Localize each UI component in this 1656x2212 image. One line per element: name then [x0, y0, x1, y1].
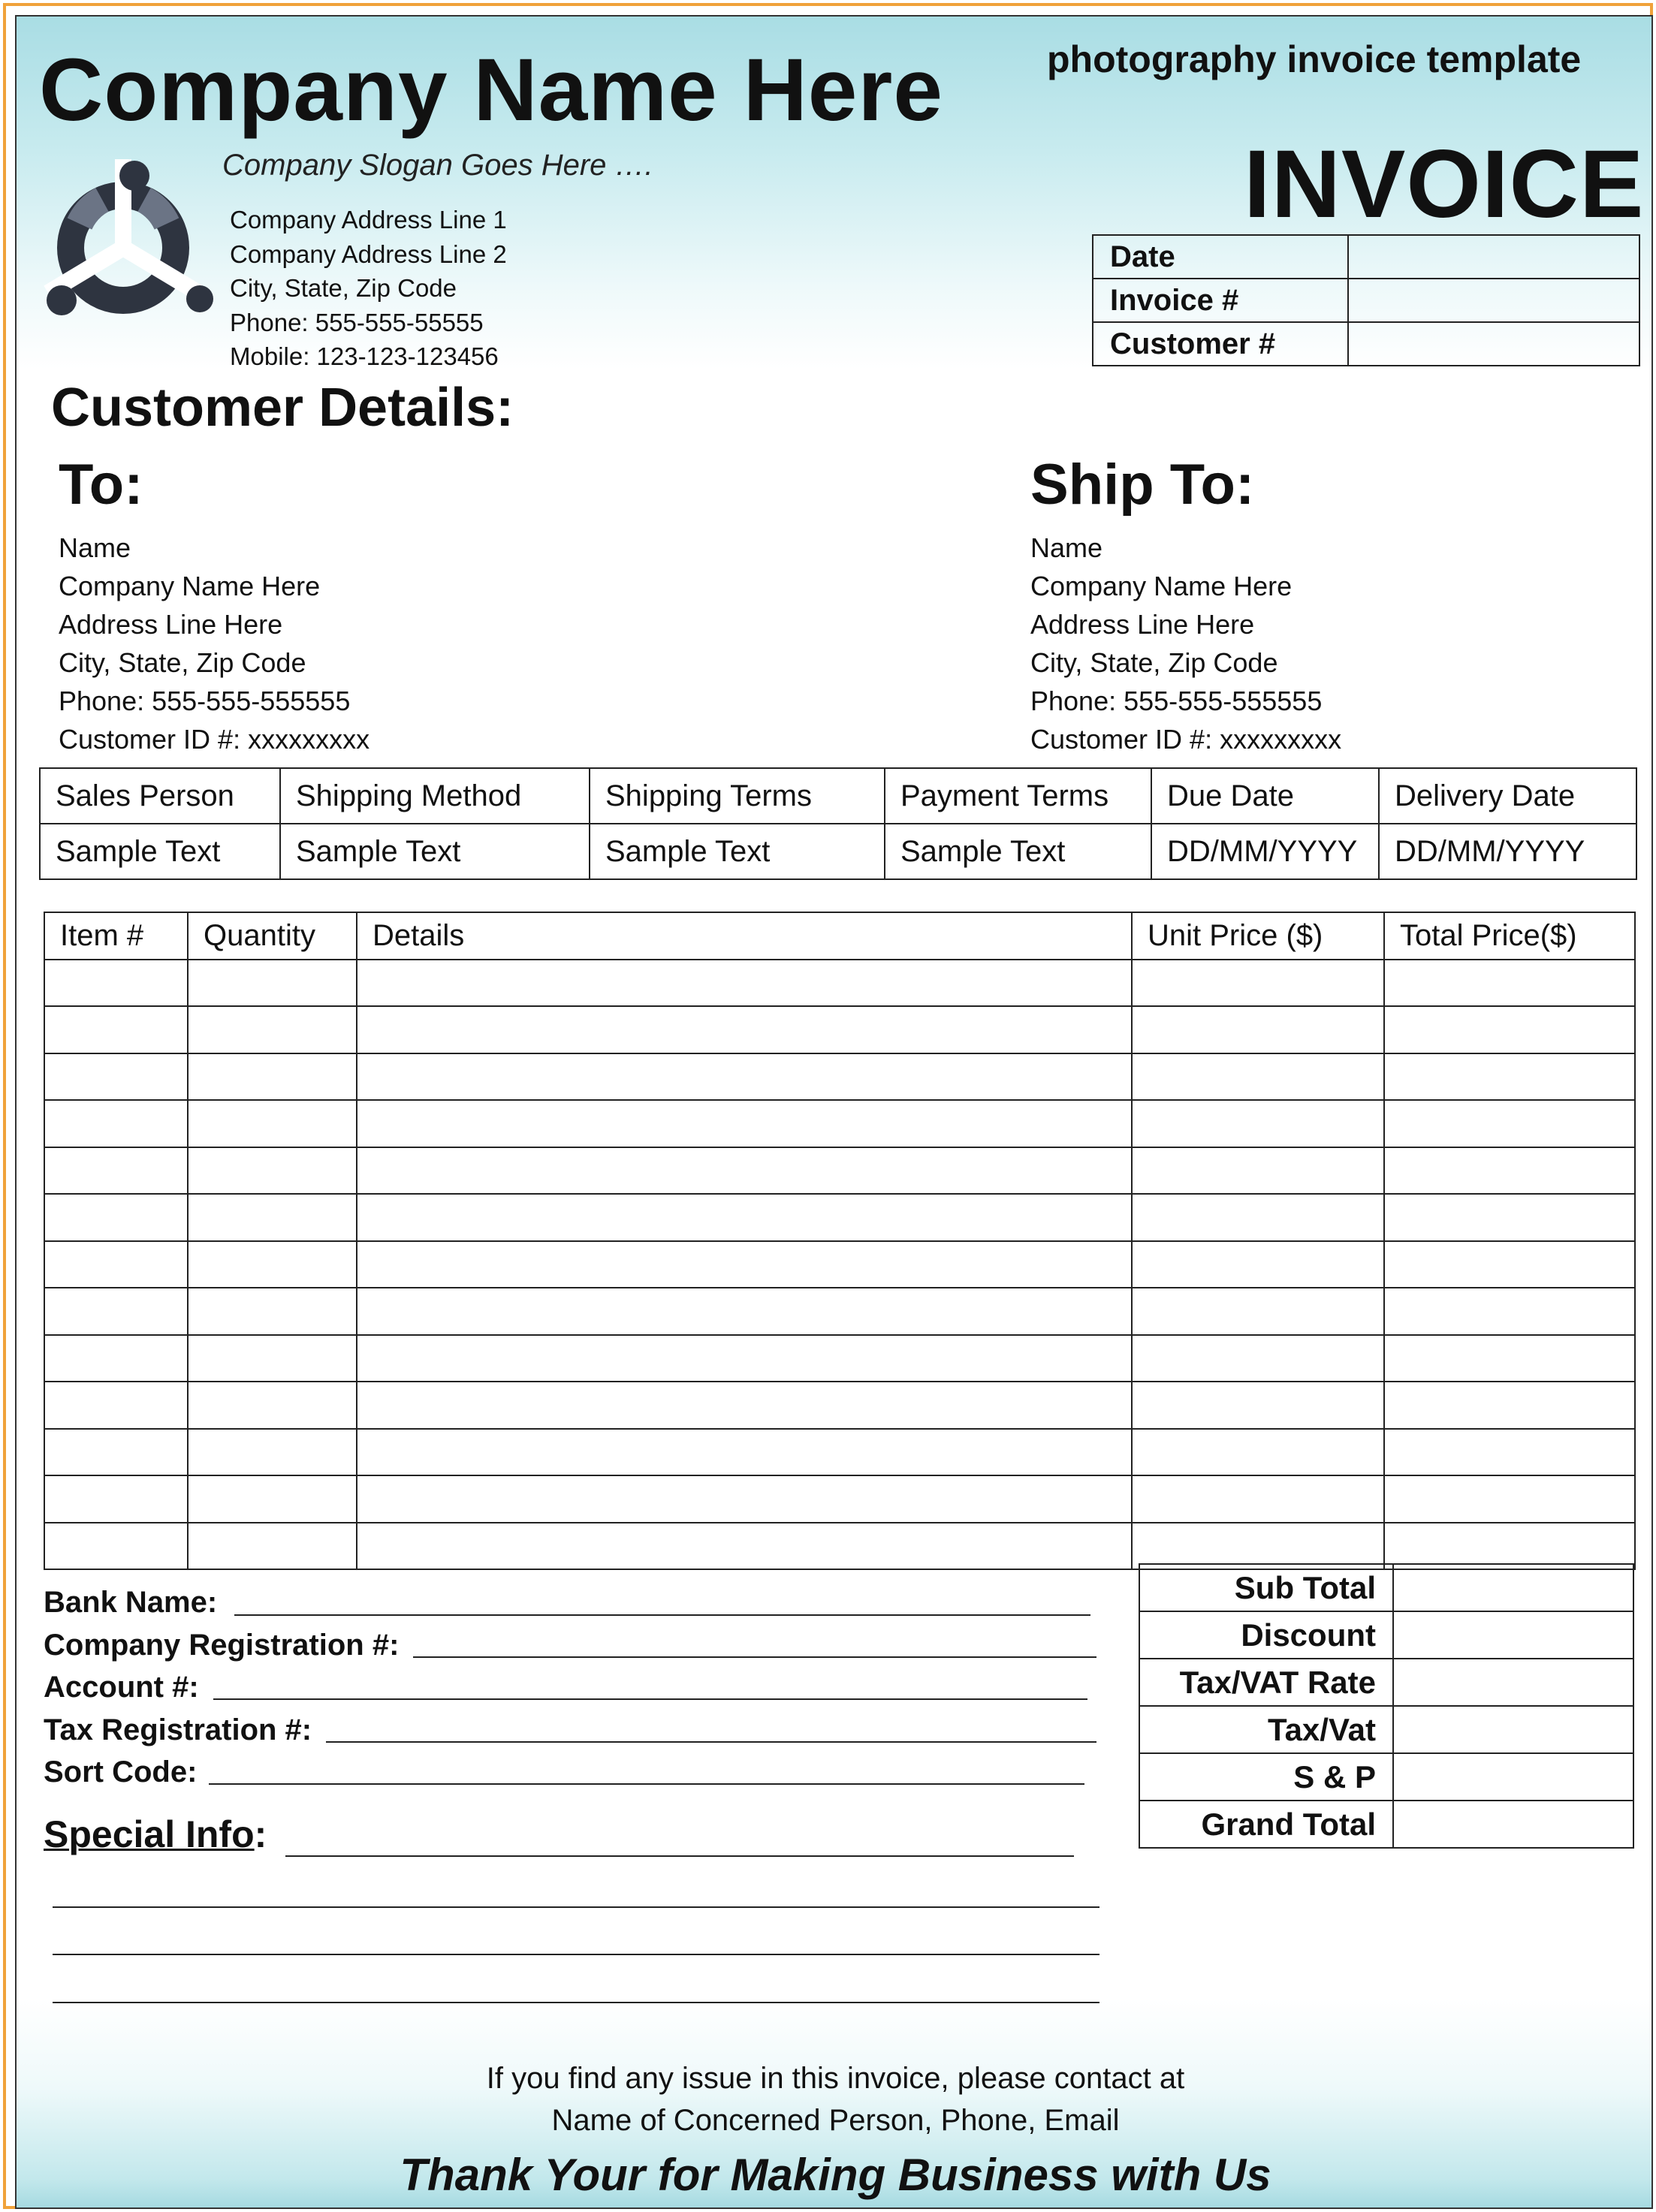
column-header: Due Date — [1151, 768, 1379, 824]
tax-registration-field[interactable] — [326, 1741, 1096, 1743]
invoice-sheet — [15, 15, 1653, 2209]
details-cell[interactable] — [357, 1523, 1132, 1570]
column-header: Delivery Date — [1379, 768, 1636, 824]
total-price-cell[interactable] — [1384, 960, 1635, 1007]
grand-total-label: Grand Total — [1139, 1801, 1393, 1848]
unit-price-cell[interactable] — [1132, 1288, 1384, 1335]
table-row — [1139, 1611, 1633, 1659]
ship-to-details — [1030, 529, 1341, 758]
invoice-heading: INVOICE — [1244, 131, 1645, 238]
tax-vat-label: Tax/Vat — [1139, 1706, 1393, 1753]
details-cell[interactable] — [357, 1241, 1132, 1288]
bill-to-line: Customer ID #: xxxxxxxxx — [59, 724, 370, 755]
bank-name-field[interactable] — [234, 1614, 1090, 1616]
total-price-cell[interactable] — [1384, 1006, 1635, 1053]
total-price-cell[interactable] — [1384, 1147, 1635, 1195]
thank-you-message: Thank Your for Making Business with Us — [400, 2150, 1271, 2200]
company-slogan: Company Slogan Goes Here …. — [222, 149, 653, 182]
sub-total-value[interactable] — [1393, 1564, 1633, 1611]
table-row — [1139, 1564, 1633, 1611]
special-info-colon: : — [254, 1813, 267, 1855]
special-info-line[interactable] — [53, 1906, 1099, 1908]
ship-to-line: City, State, Zip Code — [1030, 647, 1278, 678]
account-number-label: Account #: — [44, 1671, 199, 1704]
template-title: photography invoice template — [1047, 38, 1582, 80]
meta-label-invoice-number: Invoice # — [1093, 279, 1348, 322]
table-row — [1093, 322, 1639, 366]
details-cell[interactable] — [357, 1335, 1132, 1382]
quantity-cell[interactable] — [188, 960, 357, 1007]
page-frame — [3, 3, 1653, 2209]
address-line: City, State, Zip Code — [230, 274, 457, 302]
invoice-meta-table — [1092, 234, 1640, 366]
column-header: Shipping Method — [280, 768, 590, 824]
table-row — [44, 1147, 1635, 1195]
details-cell[interactable] — [357, 1194, 1132, 1241]
table-row — [1139, 1706, 1633, 1753]
column-header: Sales Person — [40, 768, 280, 824]
unit-price-cell[interactable] — [1132, 1335, 1384, 1382]
tax-vat-rate-value[interactable] — [1393, 1659, 1633, 1706]
total-price-cell[interactable] — [1384, 1100, 1635, 1147]
company-name: Company Name Here — [39, 41, 943, 140]
table-row — [44, 1429, 1635, 1476]
sort-code-label: Sort Code: — [44, 1755, 198, 1789]
sort-code-field[interactable] — [209, 1783, 1084, 1785]
item-number-cell[interactable] — [44, 1100, 188, 1147]
tax-registration-label: Tax Registration #: — [44, 1713, 312, 1746]
totals-table — [1139, 1563, 1634, 1849]
unit-price-cell[interactable] — [1132, 1523, 1384, 1570]
table-row — [44, 960, 1635, 1007]
total-price-cell[interactable] — [1384, 1429, 1635, 1476]
special-info-label — [44, 1813, 267, 1856]
total-price-cell[interactable] — [1384, 1382, 1635, 1429]
bill-to-line: Address Line Here — [59, 609, 283, 640]
tax-vat-rate-label: Tax/VAT Rate — [1139, 1659, 1393, 1706]
quantity-cell[interactable] — [188, 1382, 357, 1429]
footer-contact-person: Name of Concerned Person, Phone, Email — [551, 2104, 1120, 2137]
unit-price-cell[interactable] — [1132, 1100, 1384, 1147]
column-header: Payment Terms — [885, 768, 1151, 824]
meta-label-customer-number: Customer # — [1093, 322, 1348, 366]
unit-price-cell[interactable] — [1132, 1147, 1384, 1195]
table-header-row — [40, 768, 1636, 824]
column-header: Total Price($) — [1384, 912, 1635, 960]
discount-label: Discount — [1139, 1611, 1393, 1659]
bank-name-label: Bank Name: — [44, 1586, 218, 1619]
table-row — [40, 824, 1636, 879]
table-row — [44, 1382, 1635, 1429]
quantity-cell[interactable] — [188, 1194, 357, 1241]
quantity-cell[interactable] — [188, 1006, 357, 1053]
quantity-cell[interactable] — [188, 1335, 357, 1382]
ship-to-line: Address Line Here — [1030, 609, 1255, 640]
unit-price-cell[interactable] — [1132, 1053, 1384, 1101]
bill-to-line: Company Name Here — [59, 571, 321, 601]
ship-to-line: Company Name Here — [1030, 571, 1293, 601]
total-price-cell[interactable] — [1384, 1053, 1635, 1101]
company-registration-field[interactable] — [413, 1656, 1096, 1658]
invoice-number-field[interactable] — [1348, 279, 1639, 322]
special-info-line[interactable] — [53, 2002, 1099, 2003]
special-info-text: Special Info — [44, 1813, 255, 1855]
table-row — [1093, 279, 1639, 322]
unit-price-cell[interactable] — [1132, 1382, 1384, 1429]
customer-number-field[interactable] — [1348, 322, 1639, 366]
total-price-cell[interactable] — [1384, 1475, 1635, 1523]
item-number-cell[interactable] — [44, 1523, 188, 1570]
sub-total-label: Sub Total — [1139, 1564, 1393, 1611]
column-header: Item # — [44, 912, 188, 960]
table-row — [44, 1241, 1635, 1288]
item-number-cell[interactable] — [44, 1053, 188, 1101]
line-items-table — [44, 912, 1636, 1570]
table-header-row — [44, 912, 1635, 960]
total-price-cell[interactable] — [1384, 1241, 1635, 1288]
column-header: Unit Price ($) — [1132, 912, 1384, 960]
shipping-terms-cell[interactable]: Sample Text — [590, 824, 885, 879]
special-info-field[interactable] — [285, 1855, 1074, 1857]
bill-to-line: City, State, Zip Code — [59, 647, 306, 678]
item-number-cell[interactable] — [44, 1288, 188, 1335]
address-line: Company Address Line 2 — [230, 240, 507, 268]
unit-price-cell[interactable] — [1132, 1241, 1384, 1288]
details-cell[interactable] — [357, 1382, 1132, 1429]
table-row — [1139, 1801, 1633, 1848]
unit-price-cell[interactable] — [1132, 1194, 1384, 1241]
table-row — [44, 1475, 1635, 1523]
item-number-cell[interactable] — [44, 1475, 188, 1523]
table-row — [44, 1006, 1635, 1053]
quantity-cell[interactable] — [188, 1241, 357, 1288]
meta-label-date: Date — [1093, 235, 1348, 279]
address-line: Company Address Line 1 — [230, 206, 507, 234]
table-row — [1139, 1659, 1633, 1706]
company-registration-label: Company Registration #: — [44, 1628, 400, 1662]
bill-to-line: Phone: 555-555-555555 — [59, 686, 351, 716]
date-field[interactable] — [1348, 235, 1639, 279]
ship-to-line: Customer ID #: xxxxxxxxx — [1030, 724, 1342, 755]
quantity-cell[interactable] — [188, 1147, 357, 1195]
quantity-cell[interactable] — [188, 1288, 357, 1335]
line-item-rows — [44, 960, 1635, 1570]
unit-price-cell[interactable] — [1132, 1475, 1384, 1523]
customer-details-title: Customer Details: — [51, 378, 514, 438]
unit-price-cell[interactable] — [1132, 1006, 1384, 1053]
column-header: Shipping Terms — [590, 768, 885, 824]
bill-to-details — [59, 529, 370, 758]
company-address — [230, 203, 507, 374]
table-row — [44, 1053, 1635, 1101]
s-and-p-value[interactable] — [1393, 1753, 1633, 1801]
total-price-cell[interactable] — [1384, 1523, 1635, 1570]
table-row — [44, 1523, 1635, 1570]
quantity-cell[interactable] — [188, 1523, 357, 1570]
unit-price-cell[interactable] — [1132, 1429, 1384, 1476]
company-mobile: Mobile: 123-123-123456 — [230, 342, 499, 370]
sales-person-cell[interactable]: Sample Text — [40, 824, 280, 879]
item-number-cell[interactable] — [44, 1429, 188, 1476]
total-price-cell[interactable] — [1384, 1335, 1635, 1382]
due-date-cell[interactable]: DD/MM/YYYY — [1151, 824, 1379, 879]
tax-vat-value[interactable] — [1393, 1706, 1633, 1753]
table-row — [44, 1194, 1635, 1241]
item-number-cell[interactable] — [44, 1335, 188, 1382]
details-cell[interactable] — [357, 1429, 1132, 1476]
footer-contact-note: If you find any issue in this invoice, please contact at — [486, 2062, 1185, 2095]
ship-to-title: Ship To: — [1030, 453, 1255, 517]
details-cell[interactable] — [357, 1475, 1132, 1523]
item-number-cell[interactable] — [44, 1241, 188, 1288]
bill-to-title: To: — [59, 453, 143, 517]
item-number-cell[interactable] — [44, 1194, 188, 1241]
total-price-cell[interactable] — [1384, 1288, 1635, 1335]
company-phone: Phone: 555-555-55555 — [230, 308, 484, 336]
item-number-cell[interactable] — [44, 1382, 188, 1429]
item-number-cell[interactable] — [44, 1006, 188, 1053]
quantity-cell[interactable] — [188, 1475, 357, 1523]
order-terms-table — [39, 767, 1637, 880]
details-cell[interactable] — [357, 1288, 1132, 1335]
table-row — [44, 1335, 1635, 1382]
special-info-line[interactable] — [53, 1954, 1099, 1955]
bank-details — [44, 1581, 399, 1794]
s-and-p-label: S & P — [1139, 1753, 1393, 1801]
table-row — [44, 1288, 1635, 1335]
discount-value[interactable] — [1393, 1611, 1633, 1659]
item-number-cell[interactable] — [44, 1147, 188, 1195]
details-cell[interactable] — [357, 1147, 1132, 1195]
quantity-cell[interactable] — [188, 1053, 357, 1101]
details-cell[interactable] — [357, 1006, 1132, 1053]
ship-to-line: Name — [1030, 532, 1103, 563]
quantity-cell[interactable] — [188, 1429, 357, 1476]
table-row — [44, 1100, 1635, 1147]
total-price-cell[interactable] — [1384, 1194, 1635, 1241]
table-row — [1139, 1753, 1633, 1801]
table-row — [1093, 235, 1639, 279]
people-circle-logo-icon — [33, 152, 213, 332]
details-cell[interactable] — [357, 960, 1132, 1007]
payment-terms-cell[interactable]: Sample Text — [885, 824, 1151, 879]
item-number-cell[interactable] — [44, 960, 188, 1007]
grand-total-value[interactable] — [1393, 1801, 1633, 1848]
details-cell[interactable] — [357, 1100, 1132, 1147]
ship-to-line: Phone: 555-555-555555 — [1030, 686, 1323, 716]
shipping-method-cell[interactable]: Sample Text — [280, 824, 590, 879]
account-number-field[interactable] — [213, 1698, 1087, 1700]
unit-price-cell[interactable] — [1132, 960, 1384, 1007]
column-header: Quantity — [188, 912, 357, 960]
column-header: Details — [357, 912, 1132, 960]
delivery-date-cell[interactable]: DD/MM/YYYY — [1379, 824, 1636, 879]
bill-to-line: Name — [59, 532, 131, 563]
quantity-cell[interactable] — [188, 1100, 357, 1147]
details-cell[interactable] — [357, 1053, 1132, 1101]
